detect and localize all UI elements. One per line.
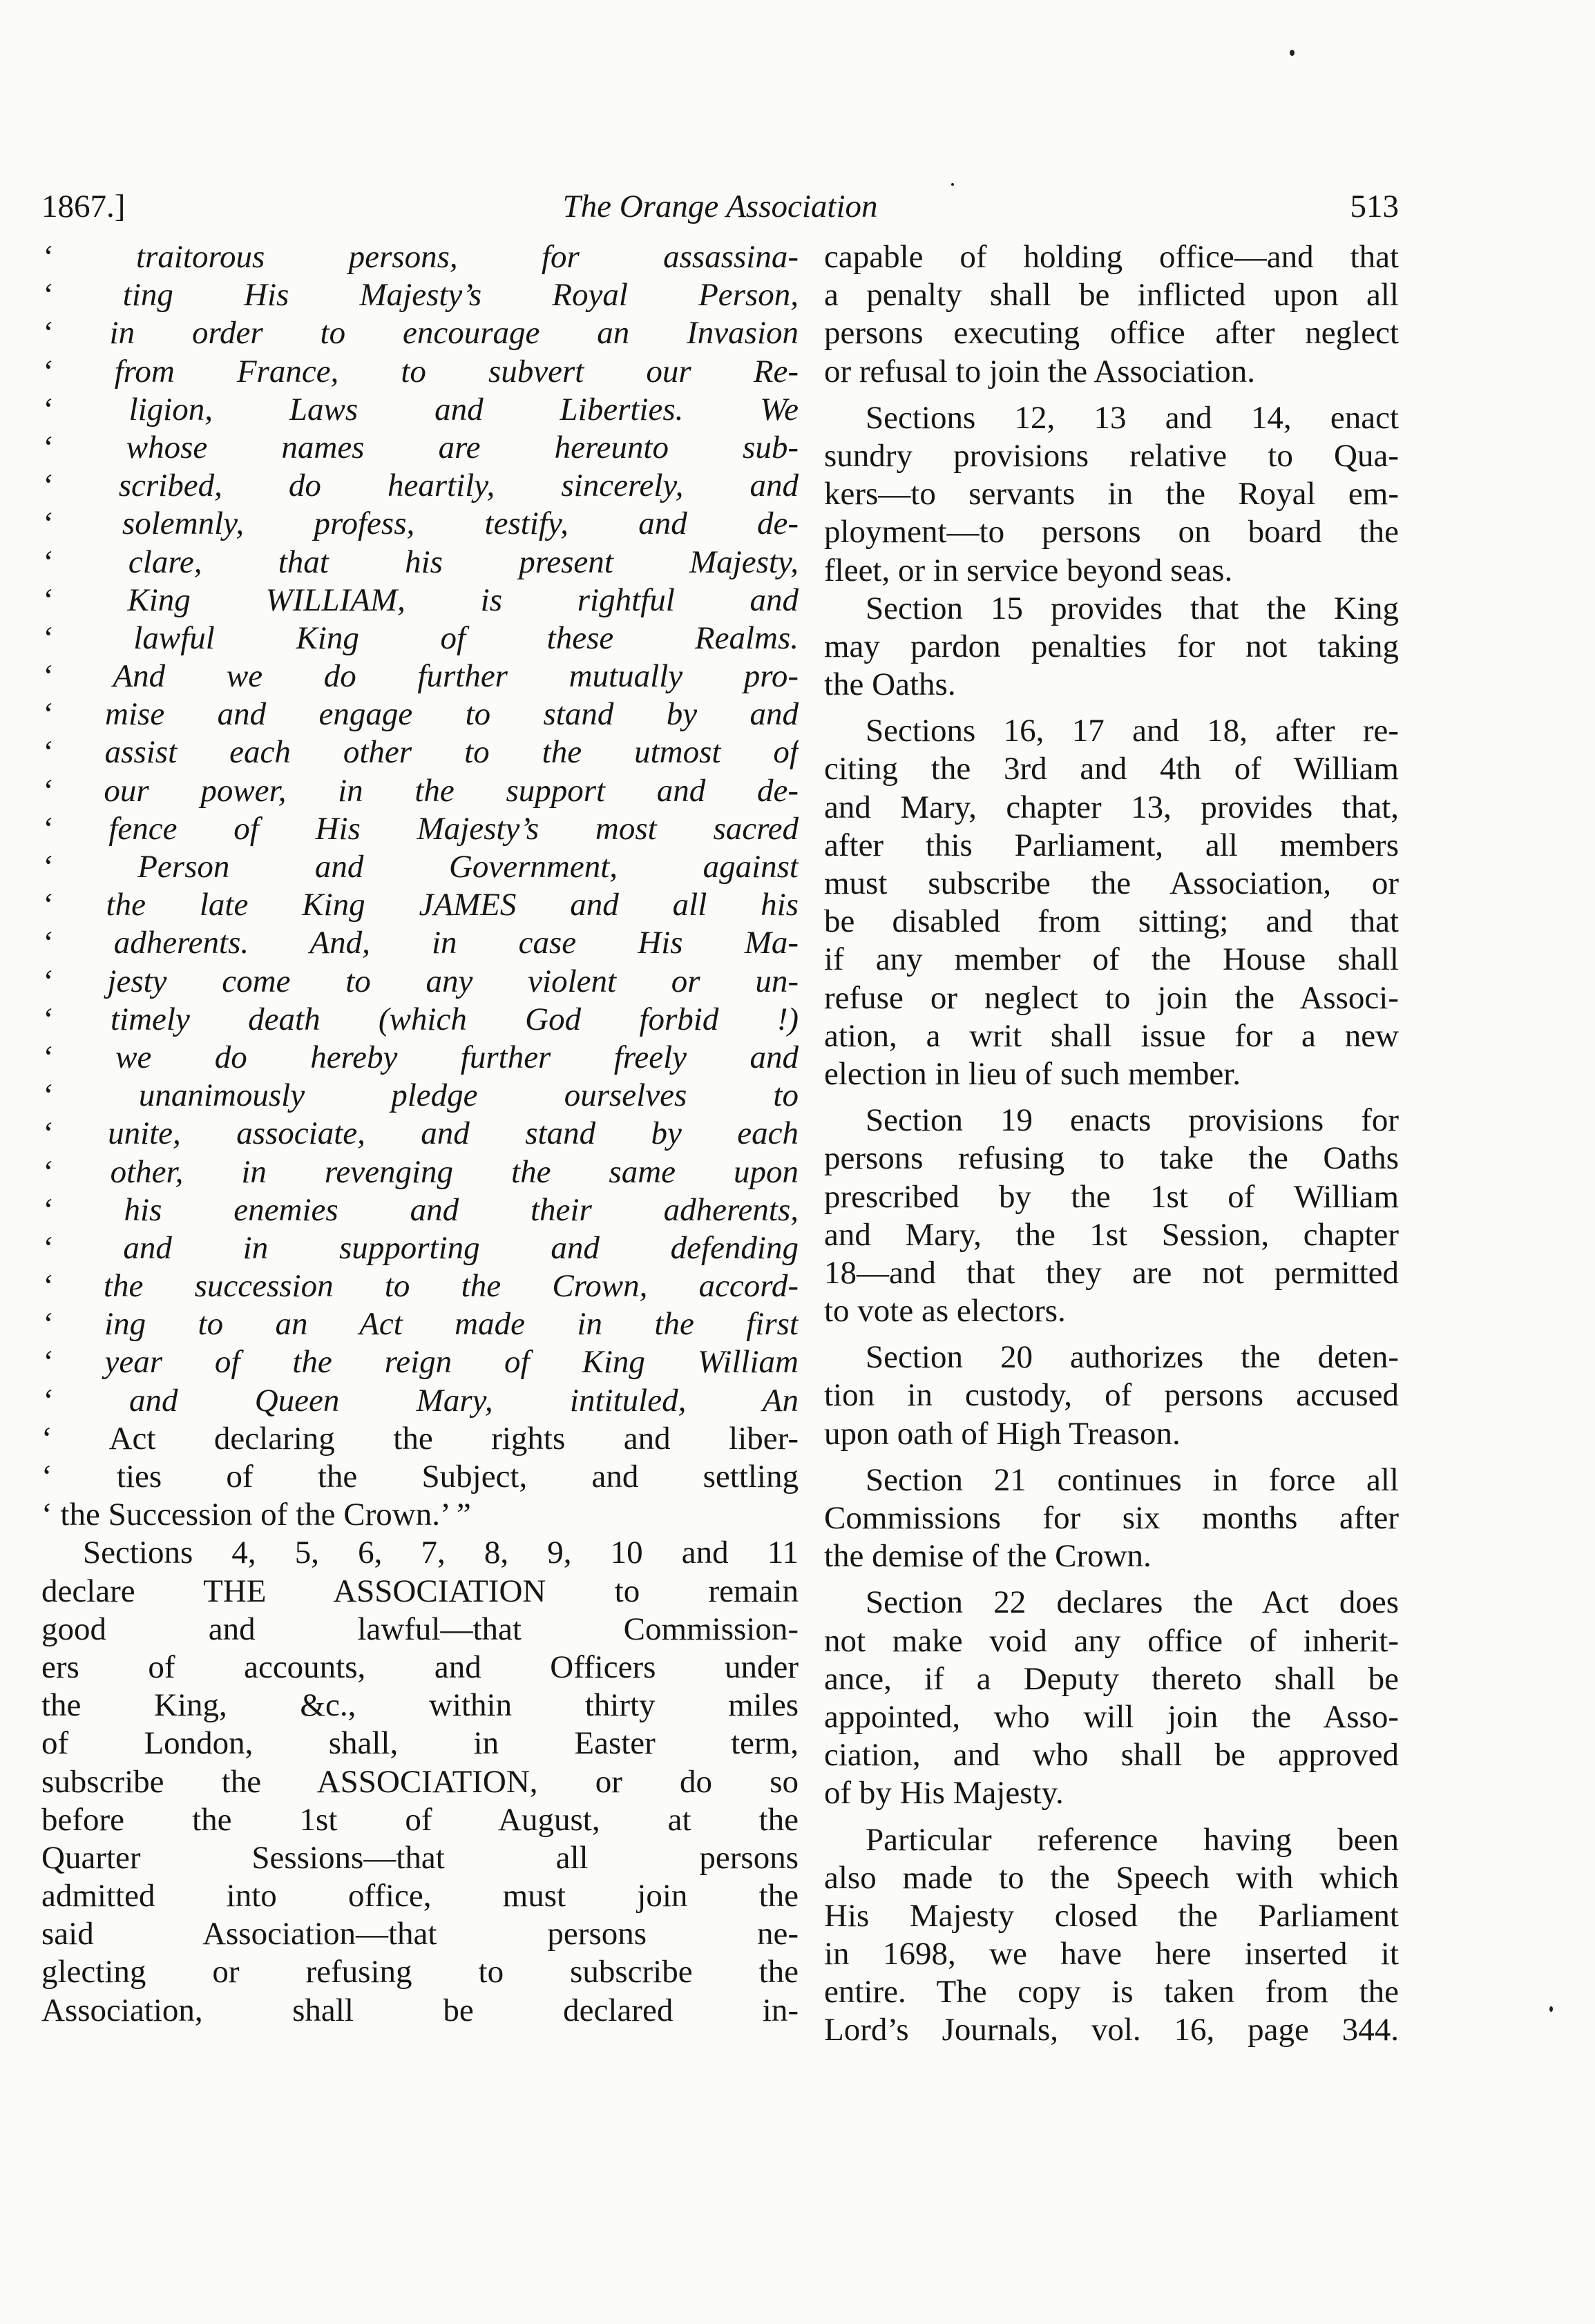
scan-speck xyxy=(1290,50,1295,56)
left-column-line: ‘ traitorous persons, for assassina- xyxy=(41,239,799,275)
left-column-line: ‘ ligion, Laws and Liberties. We xyxy=(41,391,799,428)
left-column-line: ‘ his enemies and their adherents, xyxy=(41,1191,799,1228)
page-number: 513 xyxy=(1350,189,1399,224)
right-column-line: not make void any office of inherit- xyxy=(824,1622,1399,1659)
right-column-line: tion in custody, of persons accused xyxy=(824,1377,1399,1414)
right-column-line: Lord’s Journals, vol. 16, page 344. xyxy=(824,2012,1399,2048)
right-column-line: Sections 16, 17 and 18, after re- xyxy=(866,713,1399,749)
left-column-line: Sections 4, 5, 6, 7, 8, 9, 10 and 11 xyxy=(83,1535,799,1571)
right-column-line: Section 19 enacts provisions for xyxy=(866,1102,1399,1139)
right-column-line: fleet, or in service beyond seas. xyxy=(824,552,1233,588)
header-title: The Orange Association xyxy=(562,189,878,224)
left-column-line: declare THE ASSOCIATION to remain xyxy=(41,1573,799,1609)
right-column-line: Sections 12, 13 and 14, enact xyxy=(866,399,1399,436)
right-column-line: may pardon penalties for not taking xyxy=(824,628,1399,664)
right-column-line: citing the 3rd and 4th of William xyxy=(824,751,1399,787)
left-column-line: admitted into office, must join the xyxy=(41,1878,799,1914)
right-column-line: 18—and that they are not permitted xyxy=(824,1254,1399,1291)
right-column-line: persons executing office after neglect xyxy=(824,315,1399,352)
right-column-line: or refusal to join the Association. xyxy=(824,353,1255,390)
right-column-line: sundry provisions relative to Qua- xyxy=(824,437,1399,474)
right-column-line: Section 22 declares the Act does xyxy=(866,1584,1399,1621)
left-column-line: ‘ fence of His Majesty’s most sacred xyxy=(41,810,799,847)
right-column-line: if any member of the House shall xyxy=(824,941,1399,978)
left-column-line: ers of accounts, and Officers under xyxy=(41,1649,799,1685)
header-year: 1867.] xyxy=(41,189,126,224)
right-column-line: a penalty shall be inflicted upon all xyxy=(824,277,1399,314)
right-column-line: election in lieu of such member. xyxy=(824,1055,1241,1092)
right-column-line: and Mary, the 1st Session, chapter xyxy=(824,1216,1399,1253)
left-column-line: ‘ unanimously pledge ourselves to xyxy=(41,1077,799,1114)
right-column-line: of by His Majesty. xyxy=(824,1775,1064,1812)
right-column-line: ciation, and who shall be approved xyxy=(824,1737,1399,1774)
right-column-line: ployment—to persons on board the xyxy=(824,514,1399,550)
left-column-line: ‘ ties of the Subject, and settling xyxy=(41,1459,799,1495)
right-column-line: to vote as electors. xyxy=(824,1293,1066,1329)
left-column-line: the King, &c., within thirty miles xyxy=(41,1687,799,1724)
left-column-line: ‘ the Succession of the Crown.’ ” xyxy=(41,1497,471,1533)
left-column-line: ‘ lawful King of these Realms. xyxy=(41,620,799,656)
left-column-line: ‘ timely death (which God forbid !) xyxy=(41,1001,799,1037)
left-column-line: ‘ solemnly, profess, testify, and de- xyxy=(41,506,799,542)
left-column-line: ‘ scribed, do heartily, sincerely, and xyxy=(41,468,799,504)
scan-speck xyxy=(1549,2006,1553,2012)
right-column-line: appointed, who will join the Asso- xyxy=(824,1698,1399,1735)
left-column-line: ‘ jesty come to any violent or un- xyxy=(41,963,799,999)
left-column-line: of London, shall, in Easter term, xyxy=(41,1725,799,1762)
right-column-line: entire. The copy is taken from the xyxy=(824,1974,1399,2010)
left-column-line: ‘ the late King JAMES and all his xyxy=(41,887,799,923)
left-column-line: ‘ other, in revenging the same upon xyxy=(41,1153,799,1190)
left-column-line: ‘ mise and engage to stand by and xyxy=(41,696,799,733)
right-column-line: Commissions for six months after xyxy=(824,1500,1399,1536)
left-column-line: ‘ year of the reign of King William xyxy=(41,1344,799,1381)
right-column-line: kers—to servants in the Royal em- xyxy=(824,476,1399,512)
right-column-line: the Oaths. xyxy=(824,666,956,703)
scan-speck xyxy=(951,183,954,186)
left-column xyxy=(41,238,799,2030)
right-column-line: Section 15 provides that the King xyxy=(866,590,1399,626)
left-column-line: ‘ we do hereby further freely and xyxy=(41,1039,799,1075)
left-column-line: good and lawful—that Commission- xyxy=(41,1611,799,1647)
left-column-line: ‘ And we do further mutually pro- xyxy=(41,658,799,695)
right-column xyxy=(824,238,1399,2050)
right-column-line: be disabled from sitting; and that xyxy=(824,903,1399,940)
left-column-line: subscribe the ASSOCIATION, or do so xyxy=(41,1763,799,1800)
left-column-line: ‘ King WILLIAM, is rightful and xyxy=(41,582,799,618)
left-column-line: ‘ and Queen Mary, intituled, An xyxy=(41,1382,799,1419)
right-column-line: after this Parliament, all members xyxy=(824,827,1399,863)
right-column-line: persons refusing to take the Oaths xyxy=(824,1140,1399,1177)
left-column-line: before the 1st of August, at the xyxy=(41,1801,799,1838)
left-column-line: ‘ unite, associate, and stand by each xyxy=(41,1115,799,1152)
left-column-line: ‘ in order to encourage an Invasion xyxy=(41,315,799,352)
left-column-line: Quarter Sessions—that all persons xyxy=(41,1839,799,1876)
right-column-line: in 1698, we have here inserted it xyxy=(824,1936,1399,1972)
left-column-line: Association, shall be declared in- xyxy=(41,1992,799,2028)
left-column-line: ‘ clare, that his present Majesty, xyxy=(41,544,799,580)
right-column-line: prescribed by the 1st of William xyxy=(824,1178,1399,1215)
right-column-line: the demise of the Crown. xyxy=(824,1538,1152,1575)
right-column-line: also made to the Speech with which xyxy=(824,1859,1399,1896)
left-column-line: ‘ Act declaring the rights and liber- xyxy=(41,1420,799,1457)
left-column-line: ‘ our power, in the support and de- xyxy=(41,772,799,809)
left-column-line: ‘ and in supporting and defending xyxy=(41,1229,799,1266)
right-column-line: Section 20 authorizes the deten- xyxy=(866,1339,1399,1376)
left-column-line: ‘ from France, to subvert our Re- xyxy=(41,353,799,390)
left-column-line: ‘ the succession to the Crown, accord- xyxy=(41,1268,799,1305)
right-column-line: Particular reference having been xyxy=(866,1821,1399,1858)
right-column-line: must subscribe the Association, or xyxy=(824,865,1399,901)
right-column-line: ance, if a Deputy thereto shall be xyxy=(824,1660,1399,1697)
right-column-line: ation, a writ shall issue for a new xyxy=(824,1017,1399,1054)
left-column-line: ‘ whose names are hereunto sub- xyxy=(41,429,799,465)
left-column-line: ‘ adherents. And, in case His Ma- xyxy=(41,925,799,961)
left-column-line: ‘ Person and Government, against xyxy=(41,849,799,885)
left-column-line: ‘ assist each other to the utmost of xyxy=(41,734,799,771)
right-column-line: upon oath of High Treason. xyxy=(824,1415,1181,1452)
right-column-line: capable of holding office—and that xyxy=(824,239,1399,275)
right-column-line: and Mary, chapter 13, provides that, xyxy=(824,789,1399,825)
right-column-line: refuse or neglect to join the Associ- xyxy=(824,979,1399,1016)
running-header xyxy=(41,188,1399,236)
left-column-line: said Association—that persons ne- xyxy=(41,1916,799,1952)
left-column-line: ‘ ing to an Act made in the first xyxy=(41,1306,799,1343)
left-column-line: glecting or refusing to subscribe the xyxy=(41,1954,799,1990)
right-column-line: His Majesty closed the Parliament xyxy=(824,1897,1399,1934)
left-column-line: ‘ ting His Majesty’s Royal Person, xyxy=(41,277,799,314)
right-column-line: Section 21 continues in force all xyxy=(866,1461,1399,1498)
